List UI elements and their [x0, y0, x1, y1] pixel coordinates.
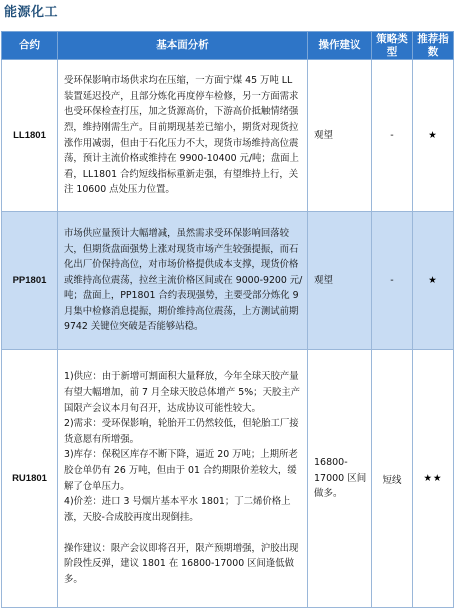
header-strategy: 策略类型	[372, 32, 413, 60]
rating-star-icon: ★	[413, 60, 454, 212]
paragraph-spacer	[64, 525, 304, 541]
contract-cell: PP1801	[2, 212, 58, 350]
analysis-paragraph-spread: 4)价差：进口 3 号烟片基本平水 1801；丁二烯价格上涨，天胶-合成胶再度出现倒挂。	[64, 496, 291, 523]
strategy-cell: 短线	[372, 350, 413, 608]
advice-cell: 16800-17000 区间做多。	[308, 350, 372, 608]
analysis-cell	[58, 350, 308, 608]
strategy-cell: -	[372, 212, 413, 350]
strategy-cell: -	[372, 60, 413, 212]
advice-cell: 观望	[308, 212, 372, 350]
advice-cell: 观望	[308, 60, 372, 212]
contract-cell: RU1801	[2, 350, 58, 608]
header-rating: 推荐指数	[413, 32, 454, 60]
fundamental-analysis-table	[1, 31, 454, 608]
table-row-ll1801	[2, 60, 454, 212]
table-row-ru1801	[2, 350, 454, 608]
analysis-cell: 市场供应量预计大幅增减，虽然需求受环保影响回落较大，但期货盘面强势上涨对现货市场产生较强提振，而石化出厂价保持高位，对市场价格提供成本支撑，现货价格或维持高位震荡，拉丝主流价格区间或在 9000-9200 元/吨；盘面上，PP1801 合约表现强势，主要受部分炼化 9 月集中检修消息提振，期价维持高位震荡，上方测试前期 9742 关键位突破是否能够站稳。	[58, 212, 308, 350]
section-title: 能源化工	[4, 5, 59, 20]
contract-cell: LL1801	[2, 60, 58, 212]
analysis-paragraph-advice: 操作建议：限产会议即将召开，限产预期增强，沪胶出现阶段性反弹，建议 1801 在 16800-17000 区间逢低做多。	[64, 542, 299, 586]
header-advice: 操作建议	[308, 32, 372, 60]
table-header-row	[2, 32, 454, 60]
analysis-paragraph-demand: 2)需求：受环保影响，轮胎开工仍然较低，但轮胎工厂接货意愿有所增强。	[64, 418, 299, 445]
rating-star-icon: ★	[413, 212, 454, 350]
header-analysis: 基本面分析	[58, 32, 308, 60]
analysis-paragraph-supply: 1)供应：由于新增可割面积大量释放，今年全球天胶产量有望大幅增加，前 7 月全球天胶总体增产 5%；天胶主产国限产会议本月旬召开，达成协议可能性较大。	[64, 371, 301, 414]
rating-star-icon: ★★	[413, 350, 454, 608]
table-row-pp1801	[2, 212, 454, 350]
header-contract: 合约	[2, 32, 58, 60]
analysis-paragraph-inventory: 3)库存：保税区库存不断下降，逼近 20 万吨；上期所老胶仓单仍有 26 万吨，但由于 01 合约期限价差较大，缓解了仓单压力。	[64, 449, 298, 492]
analysis-cell: 受环保影响市场供求均在压缩，一方面宁煤 45 万吨 LL 装置延迟投产，且部分炼化再度停车检修，另一方面需求也受环保检查打压，加之货源高价，下游高价抵触情绪强烈，维持刚需生产。目前期现基差已缩小，期货对现货拉涨作用减弱，但由于石化压力不大，现货市场维持高位震荡，预计主流价格或维持在 9900-10400 元/吨；盘面上看，LL1801 合约短线指标重新走强，有望维持上行，关注 10600 点处压力位置。	[58, 60, 308, 212]
